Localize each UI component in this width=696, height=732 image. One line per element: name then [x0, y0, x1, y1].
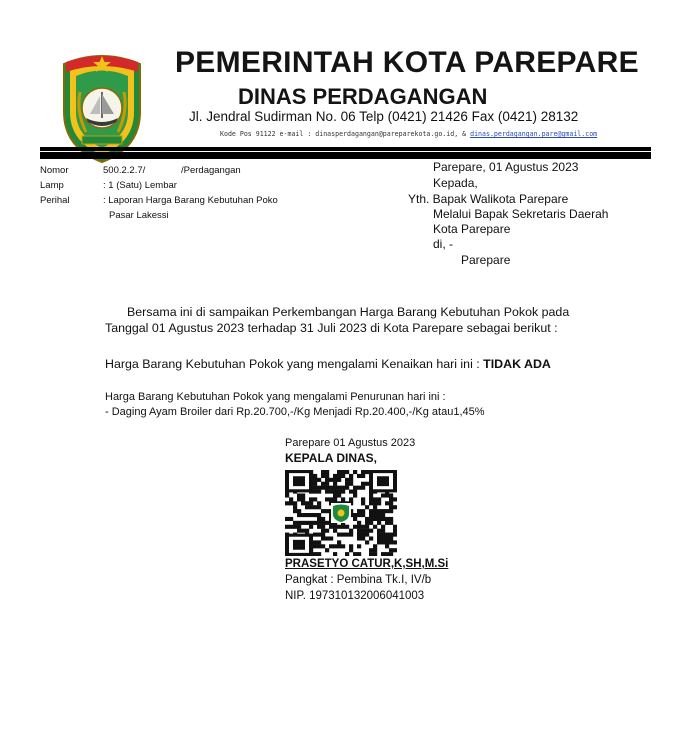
letter-date: Parepare, 01 Agustus 2023 [433, 160, 579, 174]
body-paragraph-line-1: Bersama ini di sampaikan Perkembangan Harga Barang Kebutuhan Pokok pada [127, 305, 570, 319]
recipient-via: Melalui Bapak Sekretaris Daerah [433, 207, 609, 221]
perihal-label: Perihal [40, 195, 70, 206]
penurunan-item: - Daging Ayam Broiler dari Rp.20.700,-/Kg Menjadi Rp.20.400,-/Kg atau1,45% [105, 406, 485, 418]
nomor-label: Nomor [40, 165, 69, 176]
nomor-suffix: /Perdagangan [181, 165, 241, 176]
kenaikan-text: Harga Barang Kebutuhan Pokok yang mengalami Kenaikan hari ini : [105, 357, 484, 371]
header-divider-thick [40, 152, 651, 159]
contact-email-link[interactable]: dinas.perdagangan.pare@gmail.com [470, 130, 598, 138]
nomor-value: 500.2.2.7/ [103, 165, 146, 176]
qr-code-icon [285, 470, 397, 556]
perihal-value-2: Pasar Lakessi [109, 210, 169, 221]
body-paragraph-line-2: Tanggal 01 Agustus 2023 terhadap 31 Juli 2023 di Kota Parepare sebagai berikut : [105, 321, 558, 335]
recipient-yth: Yth. Bapak Walikota Parepare [408, 192, 569, 206]
kenaikan-line [105, 357, 551, 371]
header-address: Jl. Jendral Sudirman No. 06 Telp (0421) 21426 Fax (0421) 28132 [189, 109, 579, 124]
header-contact [220, 130, 597, 138]
penurunan-heading: Harga Barang Kebutuhan Pokok yang mengalami Penurunan hari ini : [105, 391, 446, 403]
header-subtitle: DINAS PERDAGANGAN [238, 84, 488, 109]
perihal-value-1: : Laporan Harga Barang Kebutuhan Poko [103, 195, 278, 206]
signatory-rank: Pangkat : Pembina Tk.I, IV/b [285, 574, 432, 586]
signatory-name: PRASETYO CATUR,K,SH,M.Si [285, 558, 449, 570]
signature-position: KEPALA DINAS, [285, 451, 378, 465]
recipient-di: di, - [433, 237, 454, 251]
recipient-city: Kota Parepare [433, 222, 511, 236]
signature-place-date: Parepare 01 Agustus 2023 [285, 437, 416, 449]
lamp-label: Lamp [40, 180, 64, 191]
signatory-nip: NIP. 197310132006041003 [285, 590, 425, 602]
contact-text: Kode Pos 91122 e-mail : dinasperdagangan@pareparekota.go.id, & [220, 130, 471, 138]
header-divider-thin [40, 147, 651, 151]
recipient-kepada: Kepada, [433, 176, 478, 190]
lamp-value: : 1 (Satu) Lembar [103, 180, 177, 191]
recipient-place: Parepare [461, 253, 511, 267]
header-title: PEMERINTAH KOTA PAREPARE [175, 46, 639, 79]
kenaikan-value: TIDAK ADA [483, 357, 551, 371]
